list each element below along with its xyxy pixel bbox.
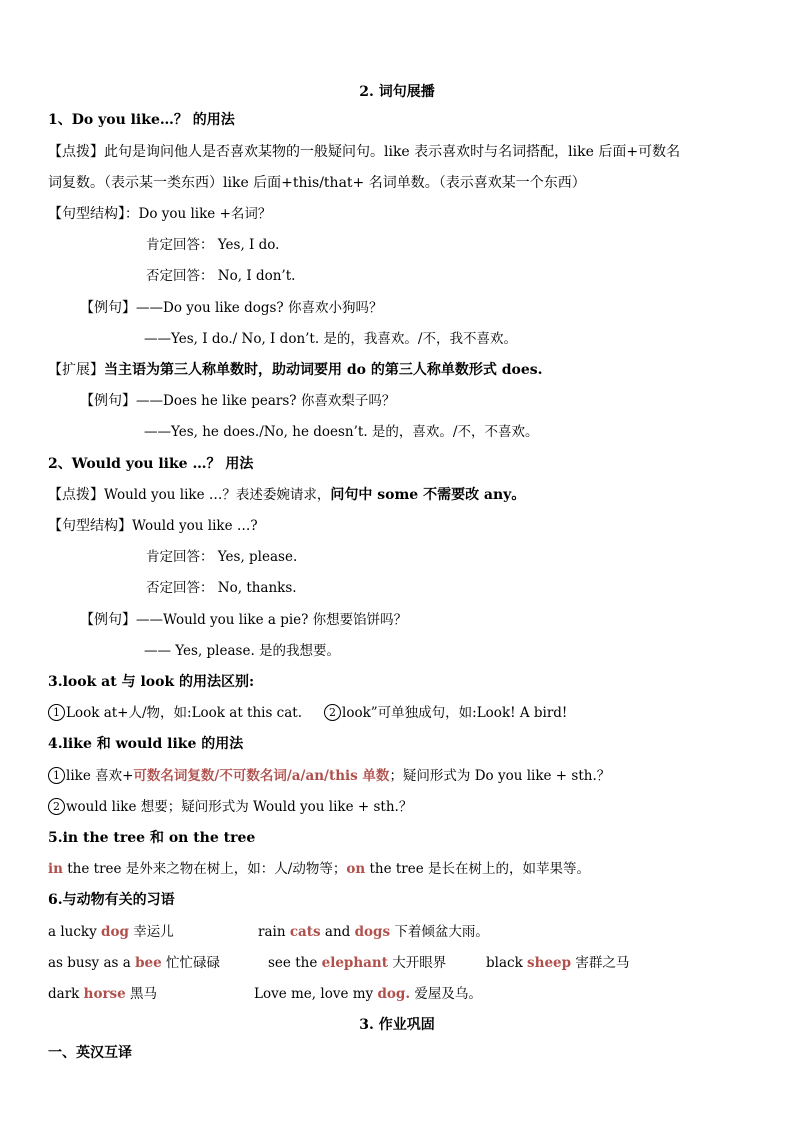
- idiom-meaning: 忙忙碌碌: [161, 955, 220, 971]
- idiom-busy-bee: [48, 953, 220, 973]
- in-on-tree-text: [48, 859, 590, 879]
- example-tag-2: 【例句】: [80, 393, 136, 409]
- tip-tag: 【点拨】: [48, 144, 104, 160]
- like-usage-1: [48, 766, 610, 786]
- idiom-text: black: [486, 955, 528, 971]
- idiom-meaning: 大开眼界: [387, 955, 447, 971]
- on-tree-text: the tree 是长在树上的，如苹果等。: [365, 861, 591, 877]
- idiom-keyword: dog: [101, 924, 129, 940]
- look-at-items: [48, 703, 567, 723]
- idiom-meaning: 幸运儿: [128, 924, 174, 940]
- example-question-2: ——Does he like pears? 你喜欢梨子吗？: [136, 393, 396, 409]
- idiom-meaning: 下着倾盆大雨。: [390, 924, 489, 940]
- negative-answer-2: 否定回答： No, thanks.: [146, 580, 297, 596]
- idiom-keyword: sheep: [527, 955, 572, 971]
- number-1-icon: 1: [48, 767, 65, 784]
- example-answer-2: ——Yes, he does./No, he doesn’t. 是的，喜欢。/不，不喜欢。: [144, 424, 539, 440]
- expand-text: 当主语为第三人称单数时，助动词要用 do 的第三人称单数形式 does.: [104, 362, 543, 378]
- idiom-keyword: cats: [289, 924, 321, 940]
- idiom-see-elephant: [268, 953, 446, 973]
- idiom-meaning: 黑马: [125, 986, 158, 1002]
- positive-answer: 肯定回答： Yes, I do.: [146, 237, 280, 253]
- positive-answer-2: 肯定回答： Yes, please.: [146, 549, 298, 565]
- heading-in-on-tree: 5.in the tree 和 on the tree: [48, 830, 256, 846]
- like-usage-1-highlight: 可数名词复数/不可数名词/a/an/this 单数: [133, 768, 390, 784]
- pattern-tag: 【句型结构】: [48, 206, 125, 222]
- example-answer-3: —— Yes, please. 是的我想要。: [144, 643, 341, 659]
- like-usage-2-text: would like 想要；疑问形式为 Would you like + sth.？: [66, 799, 413, 815]
- like-usage-1a: like 喜欢+: [66, 768, 134, 784]
- heading-do-you-like: 1、Do you like…？ 的用法: [48, 112, 235, 128]
- idiom-lucky-dog: [48, 922, 174, 942]
- idiom-keyword: dog.: [377, 986, 411, 1002]
- example-line-2: [80, 391, 395, 411]
- idiom-text: and: [320, 924, 355, 940]
- example-question: ——Do you like dogs? 你喜欢小狗吗？: [136, 300, 383, 316]
- idiom-keyword: horse: [83, 986, 126, 1002]
- tip-text-line1: 此句是询问他人是否喜欢某物的一般疑问句。like 表示喜欢时与名词搭配，like 后面+可数名: [104, 144, 681, 160]
- pattern-line-2: [48, 516, 258, 536]
- idiom-text: as busy as a: [48, 955, 136, 971]
- tip-paragraph-2: [48, 485, 525, 505]
- idiom-text: a lucky: [48, 924, 102, 940]
- tip-text-2b: 问句中 some 不需要改 any。: [330, 487, 526, 503]
- example-tag: 【例句】: [80, 300, 136, 316]
- look-at-item-2: look”可单独成句，如:Look! A bird!: [342, 705, 568, 721]
- tip-tag-2: 【点拨】: [48, 487, 104, 503]
- idiom-black-sheep: [486, 953, 629, 973]
- heading-would-you-like: 2、Would you like …？ 用法: [48, 456, 254, 472]
- idiom-text: dark: [48, 986, 84, 1002]
- heading-idioms: 6.与动物有关的习语: [48, 892, 175, 908]
- in-tree-text: the tree 是外来之物在树上，如：人/动物等；: [62, 861, 347, 877]
- example-answer: ——Yes, I do./ No, I don’t. 是的，我喜欢。/不，我不喜欢。: [144, 331, 517, 347]
- number-1-icon: 1: [48, 704, 65, 721]
- number-2-icon: 2: [324, 704, 341, 721]
- idiom-keyword: elephant: [321, 955, 388, 971]
- idiom-love-my-dog: [254, 984, 482, 1004]
- on-word: on: [346, 861, 366, 877]
- heading-like-would-like: 4.like 和 would like 的用法: [48, 736, 244, 752]
- idiom-text: see the: [268, 955, 322, 971]
- idiom-meaning: 害群之马: [571, 955, 630, 971]
- pattern-text-2: Would you like …?: [132, 518, 258, 534]
- look-at-item-1: Look at+人/物，如:Look at this cat.: [66, 705, 303, 721]
- example-line-3: [80, 610, 407, 630]
- idiom-keyword: bee: [135, 955, 162, 971]
- example-line-1: [80, 298, 382, 318]
- idiom-dark-horse: [48, 984, 157, 1004]
- idiom-meaning: 爱屋及乌。: [410, 986, 482, 1002]
- like-usage-1b: ；疑问形式为 Do you like + sth.？: [389, 768, 611, 784]
- idiom-keyword: dogs: [354, 924, 391, 940]
- heading-look-at: 3.look at 与 look 的用法区别:: [48, 674, 255, 690]
- section-3-subheading: 一、英汉互译: [48, 1045, 132, 1061]
- number-2-icon: 2: [48, 798, 65, 815]
- pattern-tag-2: 【句型结构】: [48, 518, 132, 534]
- tip-paragraph: [48, 142, 680, 162]
- idiom-rain-cats-dogs: [258, 922, 489, 942]
- negative-answer: 否定回答： No, I don’t.: [146, 268, 296, 284]
- expand-line: [48, 360, 543, 380]
- expand-tag: 【扩展】: [48, 362, 104, 378]
- example-question-3: ——Would you like a pie? 你想要馅饼吗？: [136, 612, 408, 628]
- section-3-title: 3. 作业巩固: [359, 1017, 435, 1033]
- pattern-text: ：Do you like +名词？: [125, 206, 272, 222]
- idiom-text: Love me, love my: [254, 986, 378, 1002]
- idiom-text: rain: [258, 924, 290, 940]
- tip-text-2a: Would you like …？表述委婉请求，: [104, 487, 331, 503]
- section-title: 2. 词句展播: [359, 84, 435, 100]
- like-usage-2: [48, 797, 412, 817]
- tip-text-line2: 词复数。（表示某一类东西）like 后面+this/that+ 名词单数。（表示喜欢某一个东西）: [48, 175, 586, 191]
- in-word: in: [48, 861, 63, 877]
- example-tag-3: 【例句】: [80, 612, 136, 628]
- pattern-line: [48, 204, 271, 224]
